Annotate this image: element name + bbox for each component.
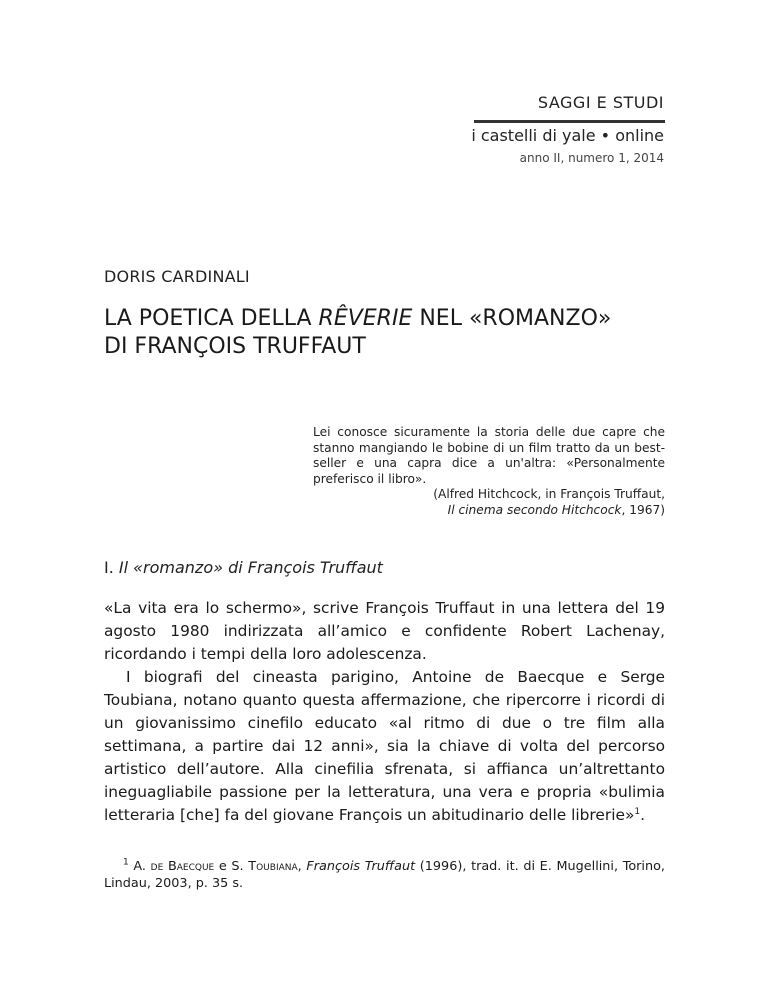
epigraph-source-end: , 1967)	[621, 502, 665, 517]
journal-name: i castelli di yale • online	[471, 126, 664, 145]
issue-info: anno II, numero 1, 2014	[519, 151, 664, 165]
footnote-marker: 1	[123, 857, 129, 868]
section-label: SAGGI E STUDI	[537, 93, 664, 112]
title-italic: RÊVERIE	[318, 306, 413, 331]
epigraph-text: Lei conosce sicuramente la storia delle due capre che stanno mangiando le bobine di un film tratto da un best-seller e una capra dice a un'altra: «Personalmente preferisco il libro».	[313, 425, 665, 486]
footnote-conjunction: e	[214, 859, 232, 874]
footnote-author1: de Baecque	[150, 859, 215, 874]
paragraph	[104, 666, 665, 827]
author-name: DORIS CARDINALI	[104, 267, 250, 286]
paragraph-end: .	[640, 806, 646, 824]
footnote-rest: (1996), trad. it. di E. Mugellini, Torino, Lindau, 2003, p. 35 s.	[104, 859, 665, 891]
footnote-ref: 1	[634, 806, 641, 817]
footnote-work: François Truffaut	[306, 859, 416, 874]
header-rule	[474, 120, 665, 123]
footnote-author2: Toubiana	[248, 859, 298, 874]
title-line2: DI FRANÇOIS TRUFFAUT	[104, 334, 366, 359]
paragraph: «La vita era lo schermo», scrive François Truffaut in una lettera del 19 agosto 1980 indirizzata all’amico e confidente Robert Lachenay, ricordando i tempi della loro adolescenza.	[104, 599, 665, 663]
paragraph-text: I biografi del cineasta parigino, Antoine de Baecque e Serge Toubiana, notano quanto questa affermazione, che ripercorre i ricordi di un giovanissimo cinefilo educato «al ritmo di due o tre film alla settimana, a partire dai 12 anni», sia la chiave di volta del percorso artistico dell’autore. Alla cinefilia sfrenata, si affianca un’altrettanto ineguagliabile passione per la letteratura, una vera e propria «bulimia letteraria [che] fa del giovane François un abitudinario delle librerie»	[104, 668, 665, 824]
epigraph	[313, 425, 665, 518]
title-part1: LA POETICA DELLA	[104, 306, 319, 331]
epigraph-source-work: Il cinema secondo Hitchcock	[447, 502, 622, 517]
section-number: I.	[104, 558, 119, 577]
epigraph-source	[313, 487, 665, 518]
title-part2: NEL «ROMANZO»	[412, 306, 612, 331]
footnote-author2-initial: S.	[231, 859, 249, 874]
section-title: Il «romanzo» di François Truffaut	[118, 558, 383, 577]
footnote-author1-initial: A.	[133, 859, 151, 874]
footnote-separator: ,	[297, 859, 307, 874]
section-heading	[104, 558, 383, 577]
body-text	[104, 597, 665, 827]
epigraph-source-line1: (Alfred Hitchcock, in François Truffaut,	[433, 487, 665, 501]
article-title	[104, 305, 704, 361]
footnote	[104, 858, 665, 892]
